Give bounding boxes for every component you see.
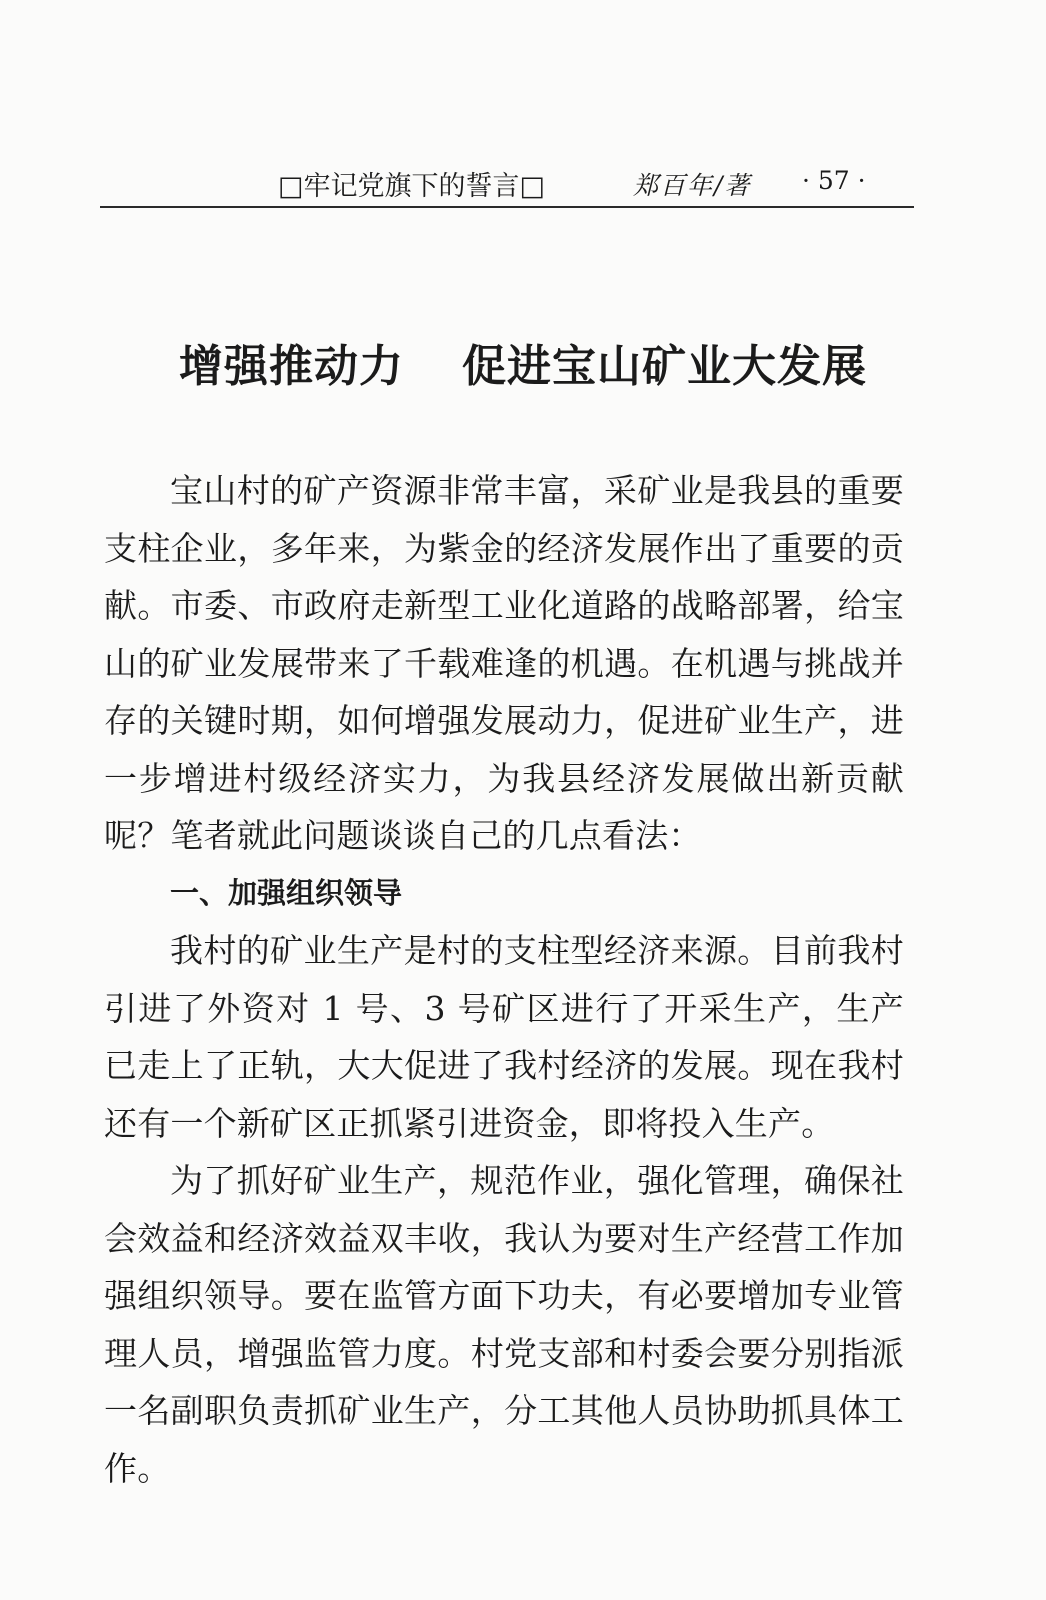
- author-credit: 郑百年/著: [633, 171, 752, 200]
- intro-paragraph: 宝山村的矿产资源非常丰富，采矿业是我县的重要支柱企业，多年来，为紫金的经济发展作出了重要的贡献。市委、市政府走新型工业化道路的战略部署，给宝山的矿业发展带来了千载难逢的机遇。在机遇与挑战并存的关键时期，如何增强发展动力，促进矿业生产，进一步增进村级经济实力，为我县经济发展做出新贡献呢？笔者就此问题谈谈自己的几点看法：: [104, 471, 904, 855]
- article-body: [104, 462, 904, 1497]
- article-title: [0, 330, 1046, 394]
- header-divider: [100, 206, 914, 208]
- section-paragraph-2: 为了抓好矿业生产，规范作业，强化管理，确保社会效益和经济效益双丰收，我认为要对生产经营工作加强组织领导。要在监管方面下功夫，有必要增加专业管理人员，增强监管力度。村党支部和村委会要分别指派一名副职负责抓矿业生产，分工其他人员协助抓具体工作。: [104, 1161, 904, 1488]
- running-header: [100, 160, 914, 208]
- section-heading: 一、加强组织领导: [170, 875, 403, 910]
- title-part-1: 增强推动力: [179, 341, 404, 392]
- section-paragraph-1: 我村的矿业生产是村的支柱型经济来源。目前我村引进了外资对 1 号、3 号矿区进行了开采生产，生产已走上了正轨，大大促进了我村经济的发展。现在我村还有一个新矿区正抓紧引进资金，即将投入生产。: [104, 931, 904, 1143]
- title-part-2: 促进宝山矿业大发展: [462, 341, 867, 392]
- series-title: □牢记党旗下的誓言□: [278, 171, 546, 202]
- page-number: · 57 ·: [802, 166, 866, 195]
